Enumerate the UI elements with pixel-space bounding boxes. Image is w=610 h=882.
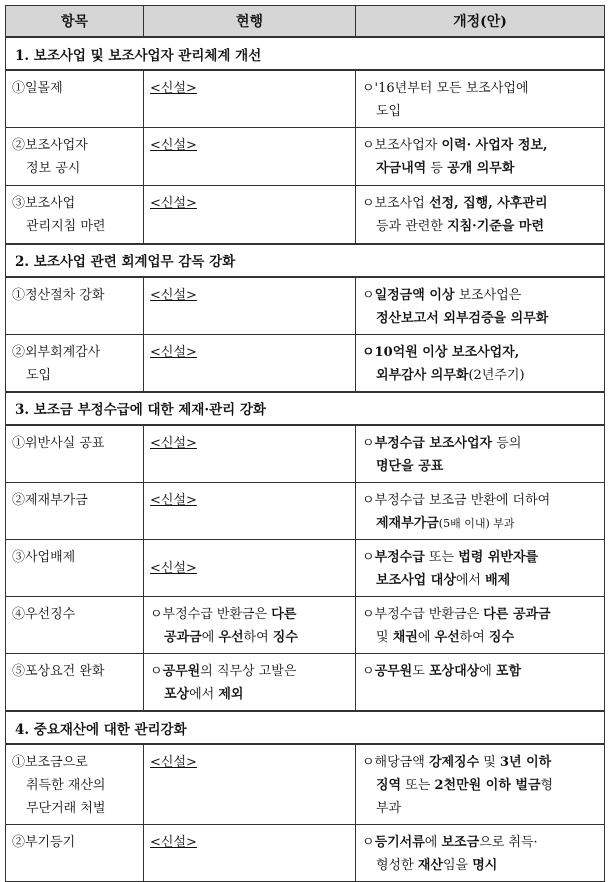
table-row	[6, 128, 605, 186]
revision-text: 또는	[401, 778, 435, 793]
item-text: 정보 공시	[26, 161, 81, 176]
new-label: <신설>	[150, 287, 197, 303]
revision-cell	[356, 70, 605, 128]
current-text: 하여	[243, 629, 273, 645]
revision-text: 공개 의무화	[447, 161, 515, 176]
current-text: 포상	[164, 686, 190, 702]
revision-text: 지침·기준을 마련	[447, 219, 545, 234]
revision-text: 법령 위반자를	[458, 549, 539, 565]
table-row	[6, 334, 605, 392]
current-cell	[144, 128, 356, 186]
revision-text: 이력· 사업자 정보,	[441, 138, 548, 153]
revision-text: 채권	[392, 629, 418, 645]
revision-text: 우선	[434, 629, 460, 645]
current-cell	[144, 425, 356, 483]
revision-cell	[356, 334, 605, 392]
revision-text: 형	[540, 778, 554, 793]
revision-text: 에	[479, 663, 496, 679]
section-row	[6, 37, 605, 70]
item-cell: ①위반사실 공표	[6, 425, 144, 483]
table-header	[6, 6, 605, 38]
item-cell: ①일몰제	[6, 70, 144, 128]
section-row	[6, 711, 605, 744]
item-cell	[6, 186, 144, 244]
revision-text: 도	[412, 663, 429, 679]
current-text: 제외	[218, 686, 244, 702]
revision-text: 포상대상	[428, 663, 480, 679]
table-row	[6, 277, 605, 335]
revision-text: ㅇ부정수급 보조금 반환에 더하여	[362, 492, 551, 508]
item-text: 관리지침 마련	[26, 219, 106, 234]
revision-text: 징수	[488, 629, 515, 645]
revision-text: ㅇ	[362, 835, 375, 850]
new-label: <신설>	[150, 755, 197, 770]
item-text: ②보조사업자	[12, 138, 88, 153]
table-row	[6, 425, 605, 483]
revision-text: 자금내역	[376, 161, 427, 176]
item-cell: ②부기등기	[6, 825, 144, 882]
revision-cell	[356, 425, 605, 483]
item-cell: ③사업배제	[6, 539, 144, 596]
revision-text: 보조금	[441, 835, 480, 850]
section-title: 3. 보조금 부정수급에 대한 제재·관리 강화	[6, 392, 605, 425]
table-row	[6, 482, 605, 539]
current-cell	[144, 653, 356, 711]
revision-text: 형성한	[376, 858, 418, 873]
revision-text: 외부감사 의무화	[376, 367, 469, 383]
revision-text: 및	[479, 755, 500, 770]
current-cell	[144, 186, 356, 244]
section-title: 4. 중요재산에 대한 관리강화	[6, 711, 605, 744]
item-text: ③보조사업	[12, 196, 76, 211]
revision-text: 2천만원 이하 벌금	[434, 778, 541, 793]
current-text: 공무원	[162, 663, 201, 679]
revision-text: ㅇ부정수급 반환금은	[362, 606, 484, 622]
current-text: 징수	[272, 629, 298, 645]
section-title: 2. 보조사업 관련 회계업무 감독 강화	[6, 244, 605, 277]
revision-text: 제재부가금	[376, 515, 439, 531]
revision-text: ㅇ	[362, 287, 375, 303]
table-row	[6, 825, 605, 882]
current-text: 에서	[189, 686, 219, 702]
current-text: 우선	[218, 629, 244, 645]
current-text: ㅇ	[150, 663, 163, 679]
item-text: ①보조금으로	[12, 755, 88, 770]
new-label: <신설>	[150, 435, 197, 451]
revision-text: 임을	[442, 858, 473, 873]
revision-cell	[356, 128, 605, 186]
revision-text: ㅇ해당금액	[362, 755, 429, 770]
header-item: 항목	[6, 6, 144, 38]
new-label: <신설>	[150, 81, 197, 96]
revision-text: ㅇ	[362, 435, 375, 451]
new-label: <신설>	[150, 561, 197, 576]
section-title: 1. 보조사업 및 보조사업자 관리체계 개선	[6, 37, 605, 70]
revision-cell	[356, 482, 605, 539]
section-row	[6, 392, 605, 425]
revision-text: ㅇ보조사업	[362, 196, 429, 211]
current-cell	[144, 539, 356, 596]
revision-text: 등기서류	[374, 835, 425, 850]
table-row	[6, 596, 605, 653]
table-row	[6, 539, 605, 596]
revision-text: 포함	[495, 663, 522, 679]
revision-text: 부정수급 보조사업자	[374, 435, 493, 451]
current-cell	[144, 482, 356, 539]
revision-text: 3년 이하	[500, 755, 552, 770]
table-row	[6, 186, 605, 244]
item-text: 도입	[26, 367, 52, 383]
revision-text: 등과 관련한	[376, 219, 448, 234]
revision-cell	[356, 539, 605, 596]
revision-cell	[356, 825, 605, 882]
revision-text: 다른 공과금	[483, 606, 551, 622]
revision-text: 강제징수	[428, 755, 480, 770]
current-cell	[144, 744, 356, 825]
reform-table	[5, 5, 605, 882]
current-cell	[144, 825, 356, 882]
revision-text: 에서	[455, 572, 486, 588]
revision-text: 등의	[492, 435, 522, 451]
new-label: <신설>	[150, 492, 197, 508]
revision-cell	[356, 277, 605, 335]
new-label: <신설>	[150, 344, 197, 360]
new-label: <신설>	[150, 138, 197, 153]
revision-text: ㅇ10억원 이상 보조사업자,	[362, 344, 520, 360]
revision-text: 하여	[459, 629, 489, 645]
revision-text: 명단을 공표	[376, 458, 444, 474]
current-text: 공과금	[164, 629, 202, 645]
revision-cell	[356, 653, 605, 711]
revision-cell	[356, 186, 605, 244]
current-text: 의 직무상 고발은	[200, 663, 297, 679]
revision-cell	[356, 596, 605, 653]
revision-text: 또는	[424, 549, 459, 565]
current-text: ㅇ부정수급 반환금은	[150, 606, 272, 622]
revision-text: 일정금액 이상	[374, 287, 455, 303]
header-current: 현행	[144, 6, 356, 38]
revision-text: (5배 이내)	[438, 516, 490, 530]
item-text: ②외부회계감사	[12, 344, 101, 360]
item-cell	[6, 128, 144, 186]
revision-text: 보조사업은	[454, 287, 522, 303]
revision-text: 배제	[485, 572, 511, 588]
revision-text: 명시	[472, 858, 498, 873]
revision-text: (2년주기)	[468, 367, 525, 383]
item-cell: ⑤포상요건 완화	[6, 653, 144, 711]
current-cell	[144, 70, 356, 128]
revision-text: 및	[376, 629, 393, 645]
revision-text: 에	[417, 629, 435, 645]
revision-text: 재산	[417, 858, 443, 873]
item-cell	[6, 334, 144, 392]
revision-text: 보조사업 대상	[376, 572, 456, 588]
revision-text: 부과	[489, 516, 515, 530]
item-cell: ②제재부가금	[6, 482, 144, 539]
new-label: <신설>	[150, 835, 197, 850]
revision-text: 정산보고서 외부검증을 의무화	[376, 310, 549, 326]
section-row	[6, 244, 605, 277]
revision-text: 등	[426, 161, 448, 176]
item-cell: ①정산절차 강화	[6, 277, 144, 335]
new-label: <신설>	[150, 196, 197, 211]
table-row	[6, 653, 605, 711]
revision-text: ㅇ'16년부터 모든 보조사업에	[362, 81, 529, 96]
revision-text: ㅇ	[362, 663, 375, 679]
current-text: 다른	[271, 606, 297, 622]
item-text: 무단거래 처벌	[26, 801, 106, 816]
revision-text: 부정수급	[374, 549, 425, 565]
revision-text: 으로 취득·	[479, 835, 538, 850]
item-text: 취득한 재산의	[26, 778, 106, 793]
revision-text: 에	[424, 835, 442, 850]
revision-text: ㅇ보조사업자	[362, 138, 442, 153]
revision-cell	[356, 744, 605, 825]
item-cell	[6, 744, 144, 825]
revision-text: 징역	[376, 778, 402, 793]
revision-text: 선정, 집행, 사후관리	[428, 196, 548, 211]
current-cell	[144, 277, 356, 335]
item-cell: ④우선징수	[6, 596, 144, 653]
table-row	[6, 70, 605, 128]
current-cell	[144, 334, 356, 392]
table-row	[6, 744, 605, 825]
revision-text: ㅇ	[362, 549, 375, 565]
header-revision: 개정(안)	[356, 6, 605, 38]
revision-text: 공무원	[374, 663, 413, 679]
revision-text: 부과	[376, 801, 402, 816]
current-text: 에	[201, 629, 219, 645]
revision-text: 도입	[376, 104, 402, 119]
current-cell	[144, 596, 356, 653]
